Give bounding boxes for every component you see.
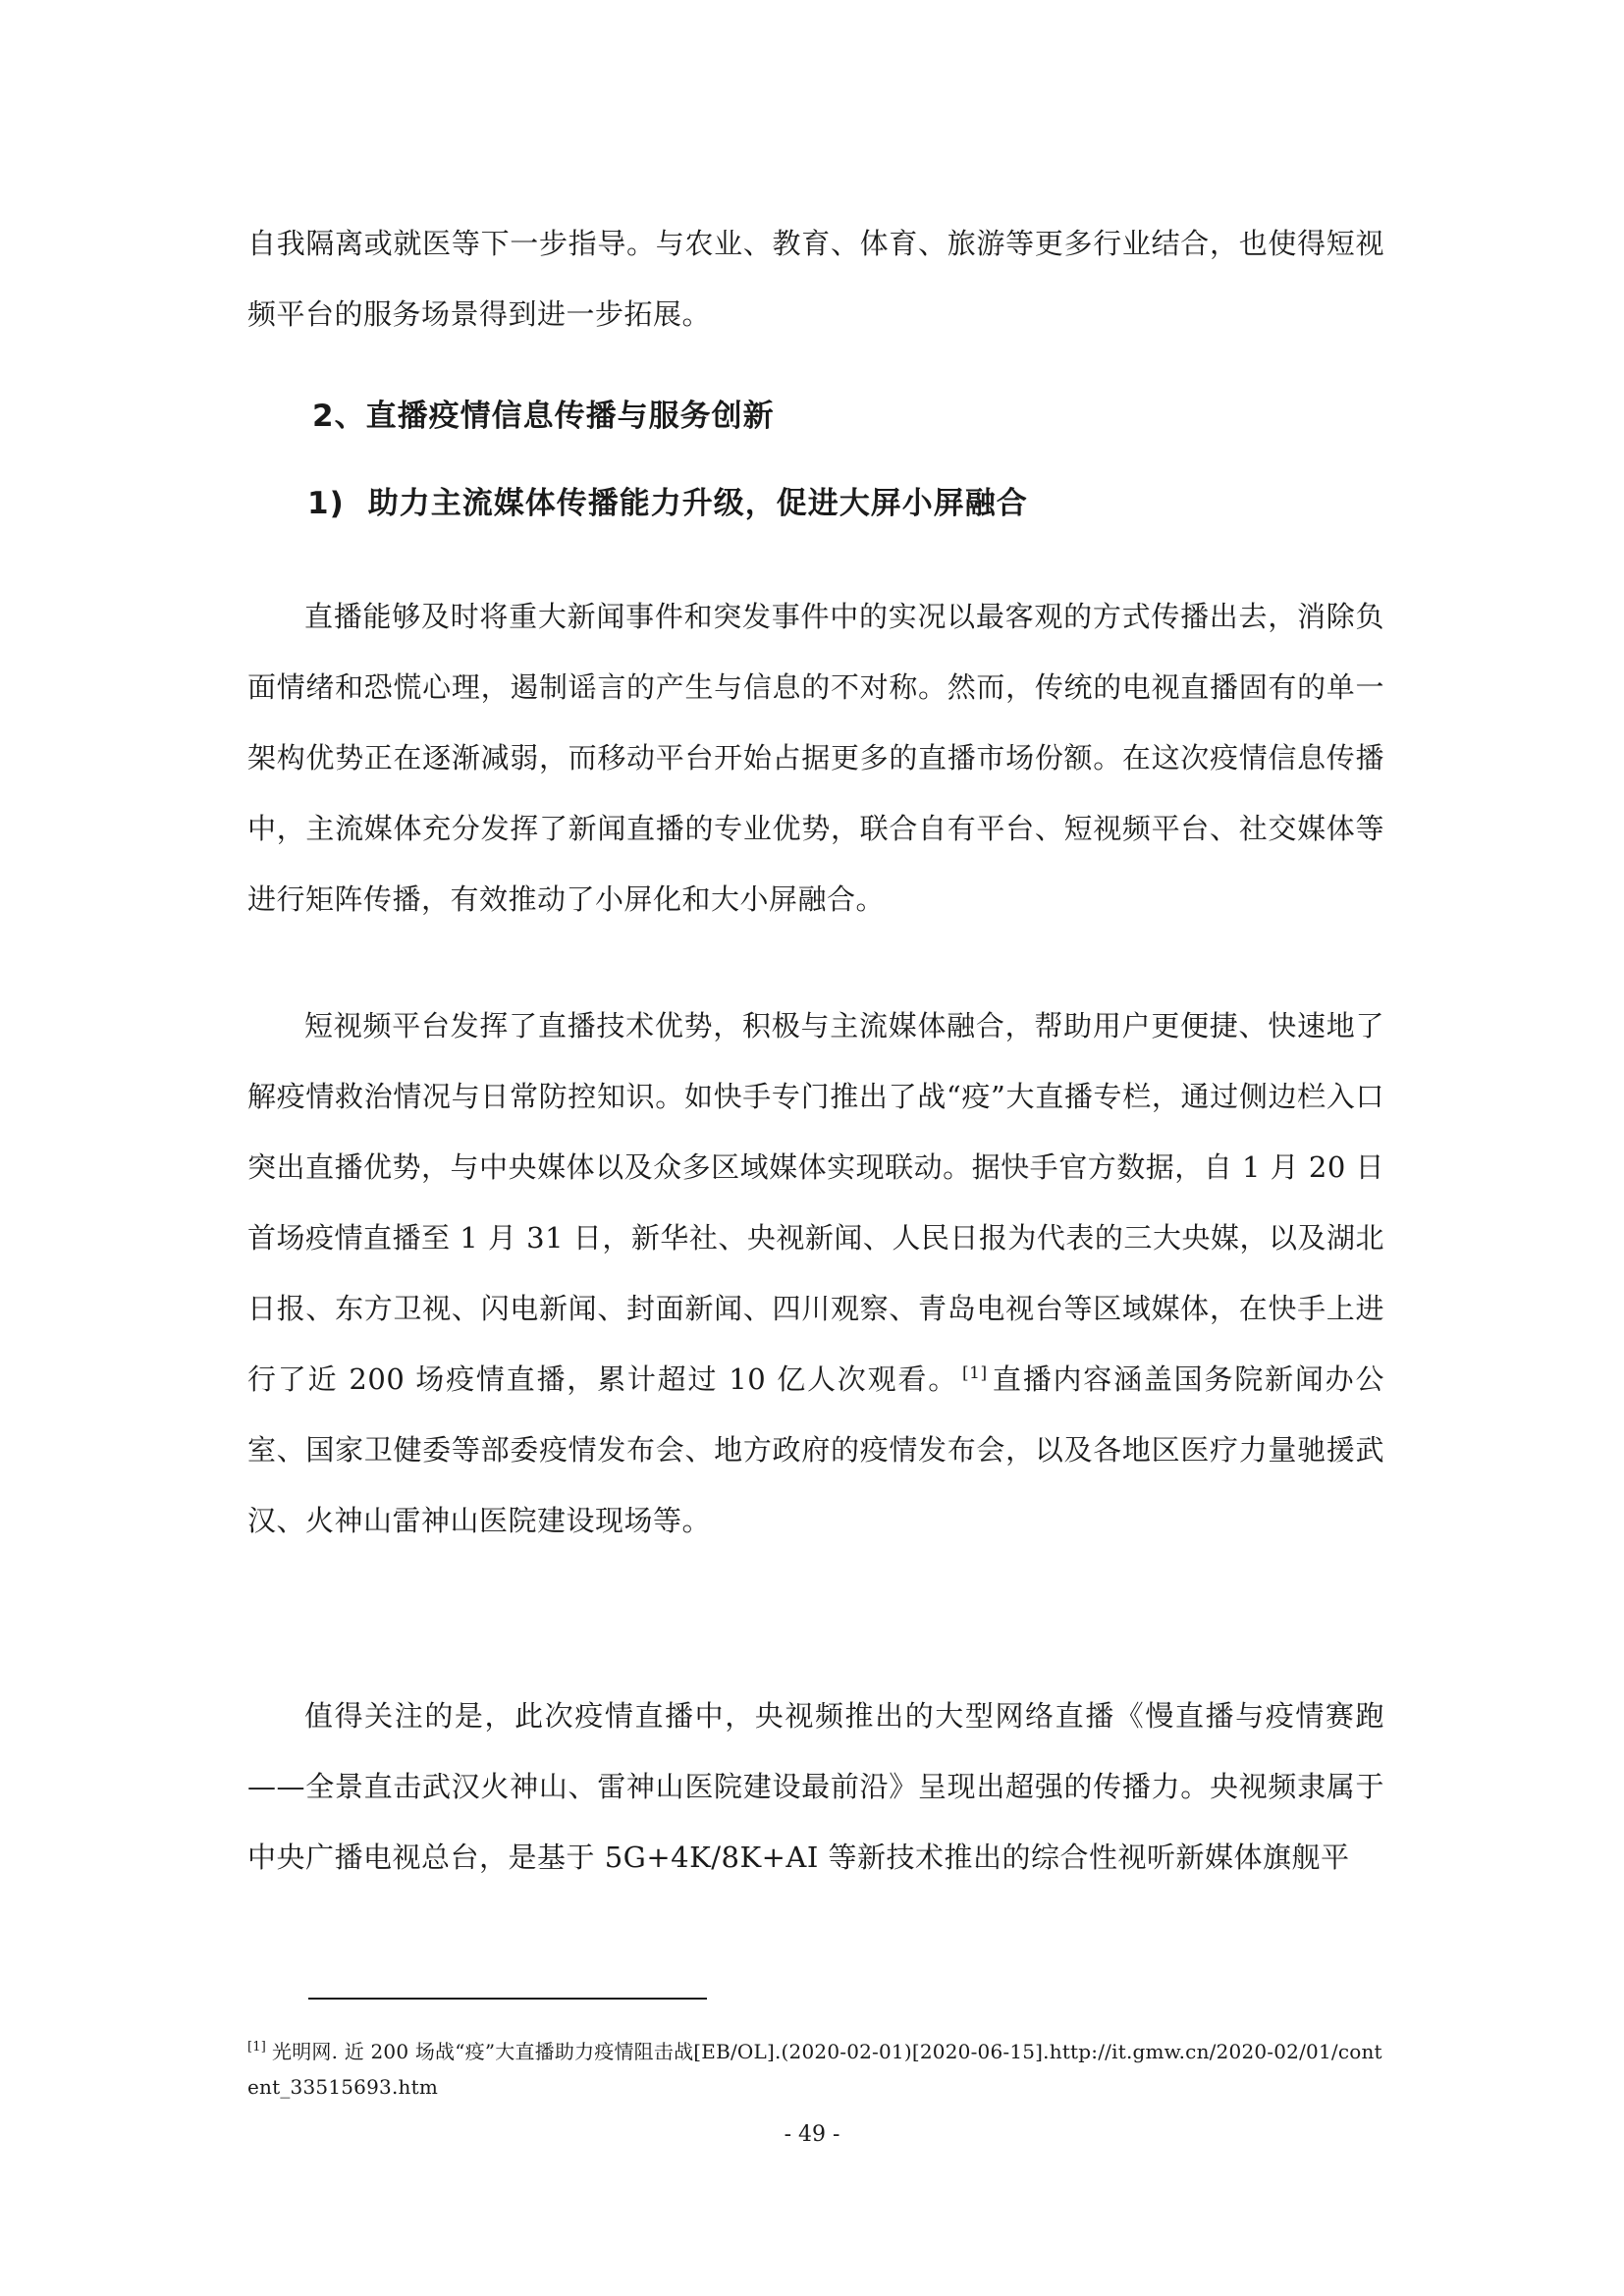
subsection-number: 1) [307, 486, 345, 521]
footnote-text: 光明网. 近 200 场战“疫”大直播助力疫情阻击战[EB/OL].(2020-02-01)[2020-06-15].http://it.gmw.cn/2020-02/01/content_33515693.htm [247, 2040, 1382, 2099]
paragraph-continuation: 自我隔离或就医等下一步指导。与农业、教育、体育、旅游等更多行业结合，也使得短视频平台的服务场景得到进一步拓展。 [247, 227, 1384, 331]
footnote [247, 2034, 1386, 2105]
page-number: - 49 - [784, 2122, 840, 2147]
subsection-heading [307, 478, 1028, 522]
section-heading: 2、直播疫情信息传播与服务创新 [312, 399, 775, 434]
paragraph-short-video-platforms [247, 990, 1384, 1556]
paragraph-text-part-1: 短视频平台发挥了直播技术优势，积极与主流媒体融合，帮助用户更便捷、快速地了解疫情救治情况与日常防控知识。如快手专门推出了战“疫”大直播专栏，通过侧边栏入口突出直播优势，与中央媒体以及众多区域媒体实现联动。据快手官方数据，自 1 月 20 日首场疫情直播至 1 月 31 日，新华社、央视新闻、人民日报为代表的三大央媒，以及湖北日报、东方卫视、闪电新闻、封面新闻、四川观察、青岛电视台等区域媒体，在快手上进行了近 200 场疫情直播，累计超过 10 亿人次观看。 [247, 1009, 1384, 1396]
subsection-title: 助力主流媒体传播能力升级，促进大屏小屏融合 [367, 486, 1028, 521]
paragraph-live-broadcast: 直播能够及时将重大新闻事件和突发事件中的实况以最客观的方式传播出去，消除负面情绪和恐慌心理，遏制谣言的产生与信息的不对称。然而，传统的电视直播固有的单一架构优势正在逐渐减弱，而移动平台开始占据更多的直播市场份额。在这次疫情信息传播中，主流媒体充分发挥了新闻直播的专业优势，联合自有平台、短视频平台、社交媒体等进行矩阵传播，有效推动了小屏化和大小屏融合。 [247, 600, 1384, 916]
footnote-reference[interactable]: [1] [962, 1363, 988, 1384]
paragraph-text-part-2: 直播内容涵盖国务院新闻办公室、国家卫健委等部委疫情发布会、地方政府的疫情发布会，以及各地区医疗力量驰援武汉、火神山雷神山医院建设现场等。 [247, 1362, 1384, 1537]
footnote-mark: [1] [247, 2040, 267, 2056]
footnote-separator [308, 1998, 707, 2000]
paragraph-cctv-slow-live: 值得关注的是，此次疫情直播中，央视频推出的大型网络直播《慢直播与疫情赛跑——全景直击武汉火神山、雷神山医院建设最前沿》呈现出超强的传播力。央视频隶属于中央广播电视总台，是基于 5G+4K/8K+AI 等新技术推出的综合性视听新媒体旗舰平 [247, 1699, 1384, 1874]
